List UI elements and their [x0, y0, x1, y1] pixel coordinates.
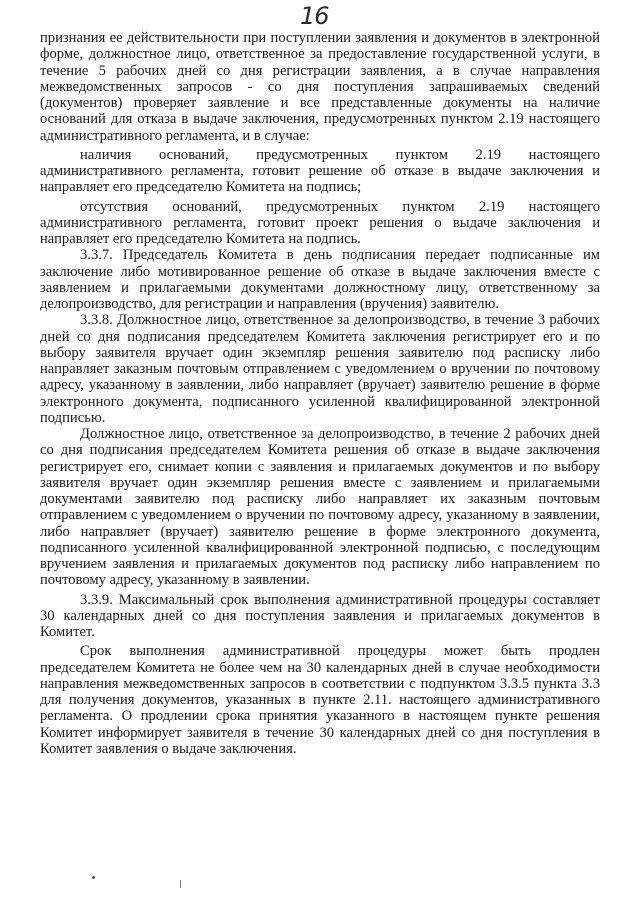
page-number: 16 [300, 2, 329, 30]
document-body [40, 30, 600, 757]
paragraph-3-3-7: 3.3.7. Председатель Комитета в день подписания передает подписанные им заключение либо мотивированное решение об отказе в выдаче заключения вместе с заявлением и прилагаемыми документами должностному лицу, ответственному за делопроизводство, для регистрации и направления (вручения) заявителю. [40, 247, 600, 312]
scan-speck [92, 876, 95, 879]
paragraph-refusal-processing: Должностное лицо, ответственное за делопроизводство, в течение 2 рабочих дней со дня подписания председателем Комитета решения об отказе в выдаче заключения регистрирует его, снимает копии с заявления и прилагаемых документов и по выбору заявителя вручает один экземпляр решения вместе с заявлением и прилагаемыми документами заявителю под расписку либо направляет их заказным почтовым отправлением с уведомлением о вручении по почтовому адресу, указанному в заявлении, либо направляет (вручает) заявителю решение в форме электронного документа, подписанного усиленной квалифицированной электронной подписью, с последующим вручением заявления и прилагаемых документов под расписку либо направлением по почтовому адресу, указанному в заявлении. [40, 426, 600, 589]
paragraph-3-3-9: 3.3.9. Максимальный срок выполнения административной процедуры составляет 30 календарных дней со дня поступления заявления и прилагаемых документов в Комитет. [40, 591, 600, 640]
scan-speck [180, 880, 181, 888]
paragraph-3-3-8: 3.3.8. Должностное лицо, ответственное за делопроизводство, в течение 3 рабочих дней со дня подписания председателем Комитета заключения регистрирует его и по выбору заявителя вручает один экземпляр решения заявителю под расписку либо направляет заказным почтовым отправлением с уведомлением о вручении по почтовому адресу, указанному в заявлении, либо направляет (вручает) заявителю решение в форме электронного документа, подписанного усиленной квалифицированной электронной подписью. [40, 312, 600, 426]
paragraph-condition-grounds-present: наличия оснований, предусмотренных пунктом 2.19 настоящего административного регламента, готовит решение об отказе в выдаче заключения и направляет его председателю Комитета на подпись; [40, 146, 600, 196]
paragraph-term-extension: Срок выполнения административной процедуры может быть продлен председателем Комитета не более чем на 30 календарных дней в случае необходимости направления межведомственных запросов в соответствии с подпунктом 3.3.5 пункта 3.3 для получения документов, указанных в пункте 2.11. настоящего административного регламента. О продлении срока принятия указанного в настоящем пункте решения Комитет информирует заявителя в течение 30 календарных дней со дня поступления в Комитет заявления о выдаче заключения. [40, 643, 600, 757]
paragraph-continuation: признания ее действительности при поступлении заявления и документов в электронной форме, должностное лицо, ответственное за предоставление государственной услуги, в течение 5 рабочих дней со дня регистрации заявления, а в случае направления межведомственных запросов - со дня поступления запрашиваемых сведений (документов) проверяет заявление и все представленные документы на наличие оснований для отказа в выдаче заключения, предусмотренных пунктом 2.19 настоящего административного регламента, и в случае: [40, 30, 600, 144]
paragraph-condition-grounds-absent: отсутствия оснований, предусмотренных пунктом 2.19 настоящего административного регламента, готовит проект решения о выдаче заключения и направляет его председателю Комитета на подпись. [40, 198, 600, 247]
